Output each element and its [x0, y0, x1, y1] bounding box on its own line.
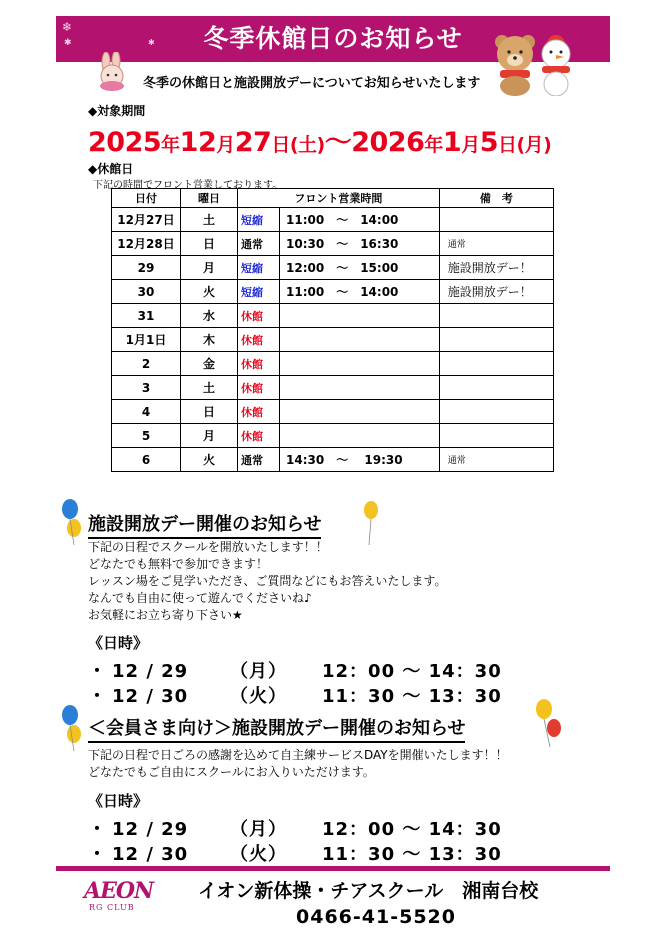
table-row: [112, 424, 554, 448]
row-date: 6: [112, 448, 181, 472]
period-month-unit: 月: [461, 134, 480, 156]
period-tilde: ～: [324, 127, 352, 158]
open-day-line: 下記の日程でスクールを開放いたします！！: [88, 540, 328, 554]
row-hours-time: [280, 376, 440, 400]
row-hours-type: 短縮: [238, 208, 280, 232]
table-row: [112, 352, 554, 376]
member-day-datetime-label: 《日時》: [88, 792, 149, 810]
snowflake-icon: ✱: [64, 38, 72, 48]
bear-snowman-illustration-icon: [488, 24, 580, 96]
row-remarks: [439, 400, 553, 424]
row-weekday: 日: [181, 400, 238, 424]
schedule-date: 12 / 29: [112, 819, 189, 840]
page-subtitle: 冬季の休館日と施設開放デーについてお知らせいたします: [143, 76, 481, 91]
row-hours-type: 短縮: [238, 256, 280, 280]
schedule-time: 11：30 ～ 13：30: [322, 686, 502, 707]
row-date: 12月28日: [112, 232, 181, 256]
schedule-time: 11：30 ～ 13：30: [322, 844, 502, 865]
open-day-heading: 施設開放デー開催のお知らせ: [88, 510, 321, 539]
row-date: 29: [112, 256, 181, 280]
table-row: [112, 304, 554, 328]
row-hours-type: 休館: [238, 352, 280, 376]
open-day-schedule-row: [88, 682, 502, 708]
schedule-bullet: ・: [88, 819, 107, 840]
row-hours-type: 休館: [238, 304, 280, 328]
row-remarks: [439, 208, 553, 232]
table-row: [112, 328, 554, 352]
row-weekday: 水: [181, 304, 238, 328]
period-start-weekday: 日(土): [271, 134, 325, 156]
snowflake-icon: ✱: [148, 38, 155, 47]
row-date: 31: [112, 304, 181, 328]
row-hours-time: [280, 400, 440, 424]
school-name: イオン新体操・チアスクール 湘南台校: [198, 880, 539, 902]
row-hours-time: 10:30 ～ 16:30: [280, 232, 440, 256]
open-day-schedule-row: [88, 657, 502, 683]
row-date: 12月27日: [112, 208, 181, 232]
member-day-line: 下記の日程で日ごろの感謝を込めて自主練サービスDAYを開催いたします！！: [88, 748, 508, 762]
open-day-datetime-label: 《日時》: [88, 634, 149, 652]
closed-days-label: ◆休館日: [88, 162, 134, 176]
row-weekday: 金: [181, 352, 238, 376]
schedule-bullet: ・: [88, 661, 107, 682]
row-hours-type: 休館: [238, 400, 280, 424]
period-year-unit: 年: [161, 134, 180, 156]
table-row: [112, 280, 554, 304]
row-hours-type: 通常: [238, 448, 280, 472]
period-month-unit: 月: [216, 134, 235, 156]
schedule-weekday: （月）: [230, 819, 287, 840]
table-row: [112, 232, 554, 256]
schedule-bullet: ・: [88, 844, 107, 865]
table-row: [112, 208, 554, 232]
open-day-line: どなたでも無料で参加できます！: [88, 557, 269, 571]
row-remarks: 通常: [439, 448, 553, 472]
member-day-description: [88, 747, 508, 781]
period-start-day: 27: [234, 127, 272, 158]
table-row: [112, 448, 554, 472]
row-remarks: [439, 376, 553, 400]
table-row: [112, 376, 554, 400]
header-date: 日付: [112, 189, 181, 208]
aeon-logo: AEON: [84, 878, 154, 904]
row-date: 30: [112, 280, 181, 304]
period-year-unit: 年: [424, 134, 443, 156]
row-remarks: [439, 424, 553, 448]
member-day-line: どなたでもご自由にスクールにお入りいただけます。: [88, 765, 375, 779]
row-hours-time: [280, 424, 440, 448]
row-date: 1月1日: [112, 328, 181, 352]
row-hours-type: 短縮: [238, 280, 280, 304]
page-title: 冬季休館日のお知らせ: [203, 24, 463, 53]
period-end-month: 1: [442, 127, 462, 158]
row-weekday: 月: [181, 256, 238, 280]
row-hours-type: 休館: [238, 424, 280, 448]
row-date: 2: [112, 352, 181, 376]
schedule-time: 12：00 ～ 14：30: [322, 661, 502, 682]
schedule-bullet: ・: [88, 686, 107, 707]
row-hours-type: 休館: [238, 328, 280, 352]
rg-club-logo: RG CLUB: [89, 903, 135, 912]
balloons-icon: [60, 704, 86, 752]
period-start-year: 2025: [88, 127, 162, 158]
schedule-date: 12 / 30: [112, 844, 189, 865]
row-weekday: 火: [181, 280, 238, 304]
row-date: 4: [112, 400, 181, 424]
row-date: 3: [112, 376, 181, 400]
open-day-line: なんでも自由に使って遊んでくださいね♪: [88, 591, 312, 605]
hours-table: [111, 188, 554, 472]
row-hours-time: 11:00 ～ 14:00: [280, 280, 440, 304]
member-day-heading: ＜会員さま向け＞施設開放デー開催のお知らせ: [88, 714, 465, 743]
period-start-month: 12: [179, 127, 217, 158]
row-hours-type: 休館: [238, 376, 280, 400]
balloons-icon: [532, 698, 566, 748]
header-remarks: 備 考: [439, 189, 553, 208]
header-weekday: 曜日: [181, 189, 238, 208]
row-remarks: [439, 352, 553, 376]
schedule-date: 12 / 29: [112, 661, 189, 682]
row-date: 5: [112, 424, 181, 448]
table-row: [112, 400, 554, 424]
row-remarks: 通常: [439, 232, 553, 256]
table-row: [112, 256, 554, 280]
schedule-date: 12 / 30: [112, 686, 189, 707]
row-weekday: 月: [181, 424, 238, 448]
open-day-description: [88, 539, 446, 624]
schedule-weekday: （火）: [230, 844, 287, 865]
schedule-time: 12：00 ～ 14：30: [322, 819, 502, 840]
row-hours-time: [280, 304, 440, 328]
schedule-weekday: （月）: [230, 661, 287, 682]
row-remarks: [439, 328, 553, 352]
snowflake-icon: ❄: [62, 20, 73, 34]
row-remarks: 施設開放デー！: [439, 256, 553, 280]
footer-divider: [56, 866, 610, 871]
period-end-weekday: 日(月): [498, 134, 552, 156]
row-weekday: 土: [181, 208, 238, 232]
open-day-line: レッスン場をご見学いただき、ご質問などにもお答えいたします。: [88, 574, 447, 588]
member-day-schedule-row: [88, 815, 502, 841]
row-hours-time: 12:00 ～ 15:00: [280, 256, 440, 280]
row-hours-type: 通常: [238, 232, 280, 256]
balloons-icon: [60, 498, 86, 546]
row-weekday: 土: [181, 376, 238, 400]
open-day-line: お気軽にお立ち寄り下さい★: [88, 608, 243, 622]
period-end-day: 5: [479, 127, 498, 158]
row-hours-time: [280, 328, 440, 352]
period-label: ◆対象期間: [88, 104, 146, 118]
rabbit-illustration-icon: [92, 52, 136, 94]
phone-number[interactable]: 0466-41-5520: [296, 906, 456, 928]
row-hours-time: [280, 352, 440, 376]
target-period: [88, 120, 551, 159]
header-hours: フロント営業時間: [238, 189, 440, 208]
table-header-row: [112, 189, 554, 208]
member-day-schedule-row: [88, 840, 502, 866]
front-hours-note: 下記の時間でフロント営業しております。: [93, 180, 283, 191]
schedule-weekday: （火）: [230, 686, 287, 707]
row-hours-time: 11:00 ～ 14:00: [280, 208, 440, 232]
row-hours-time: 14:30 ～ 19:30: [280, 448, 440, 472]
row-remarks: [439, 304, 553, 328]
period-end-year: 2026: [351, 127, 425, 158]
row-weekday: 火: [181, 448, 238, 472]
row-remarks: 施設開放デー！: [439, 280, 553, 304]
row-weekday: 日: [181, 232, 238, 256]
row-weekday: 木: [181, 328, 238, 352]
